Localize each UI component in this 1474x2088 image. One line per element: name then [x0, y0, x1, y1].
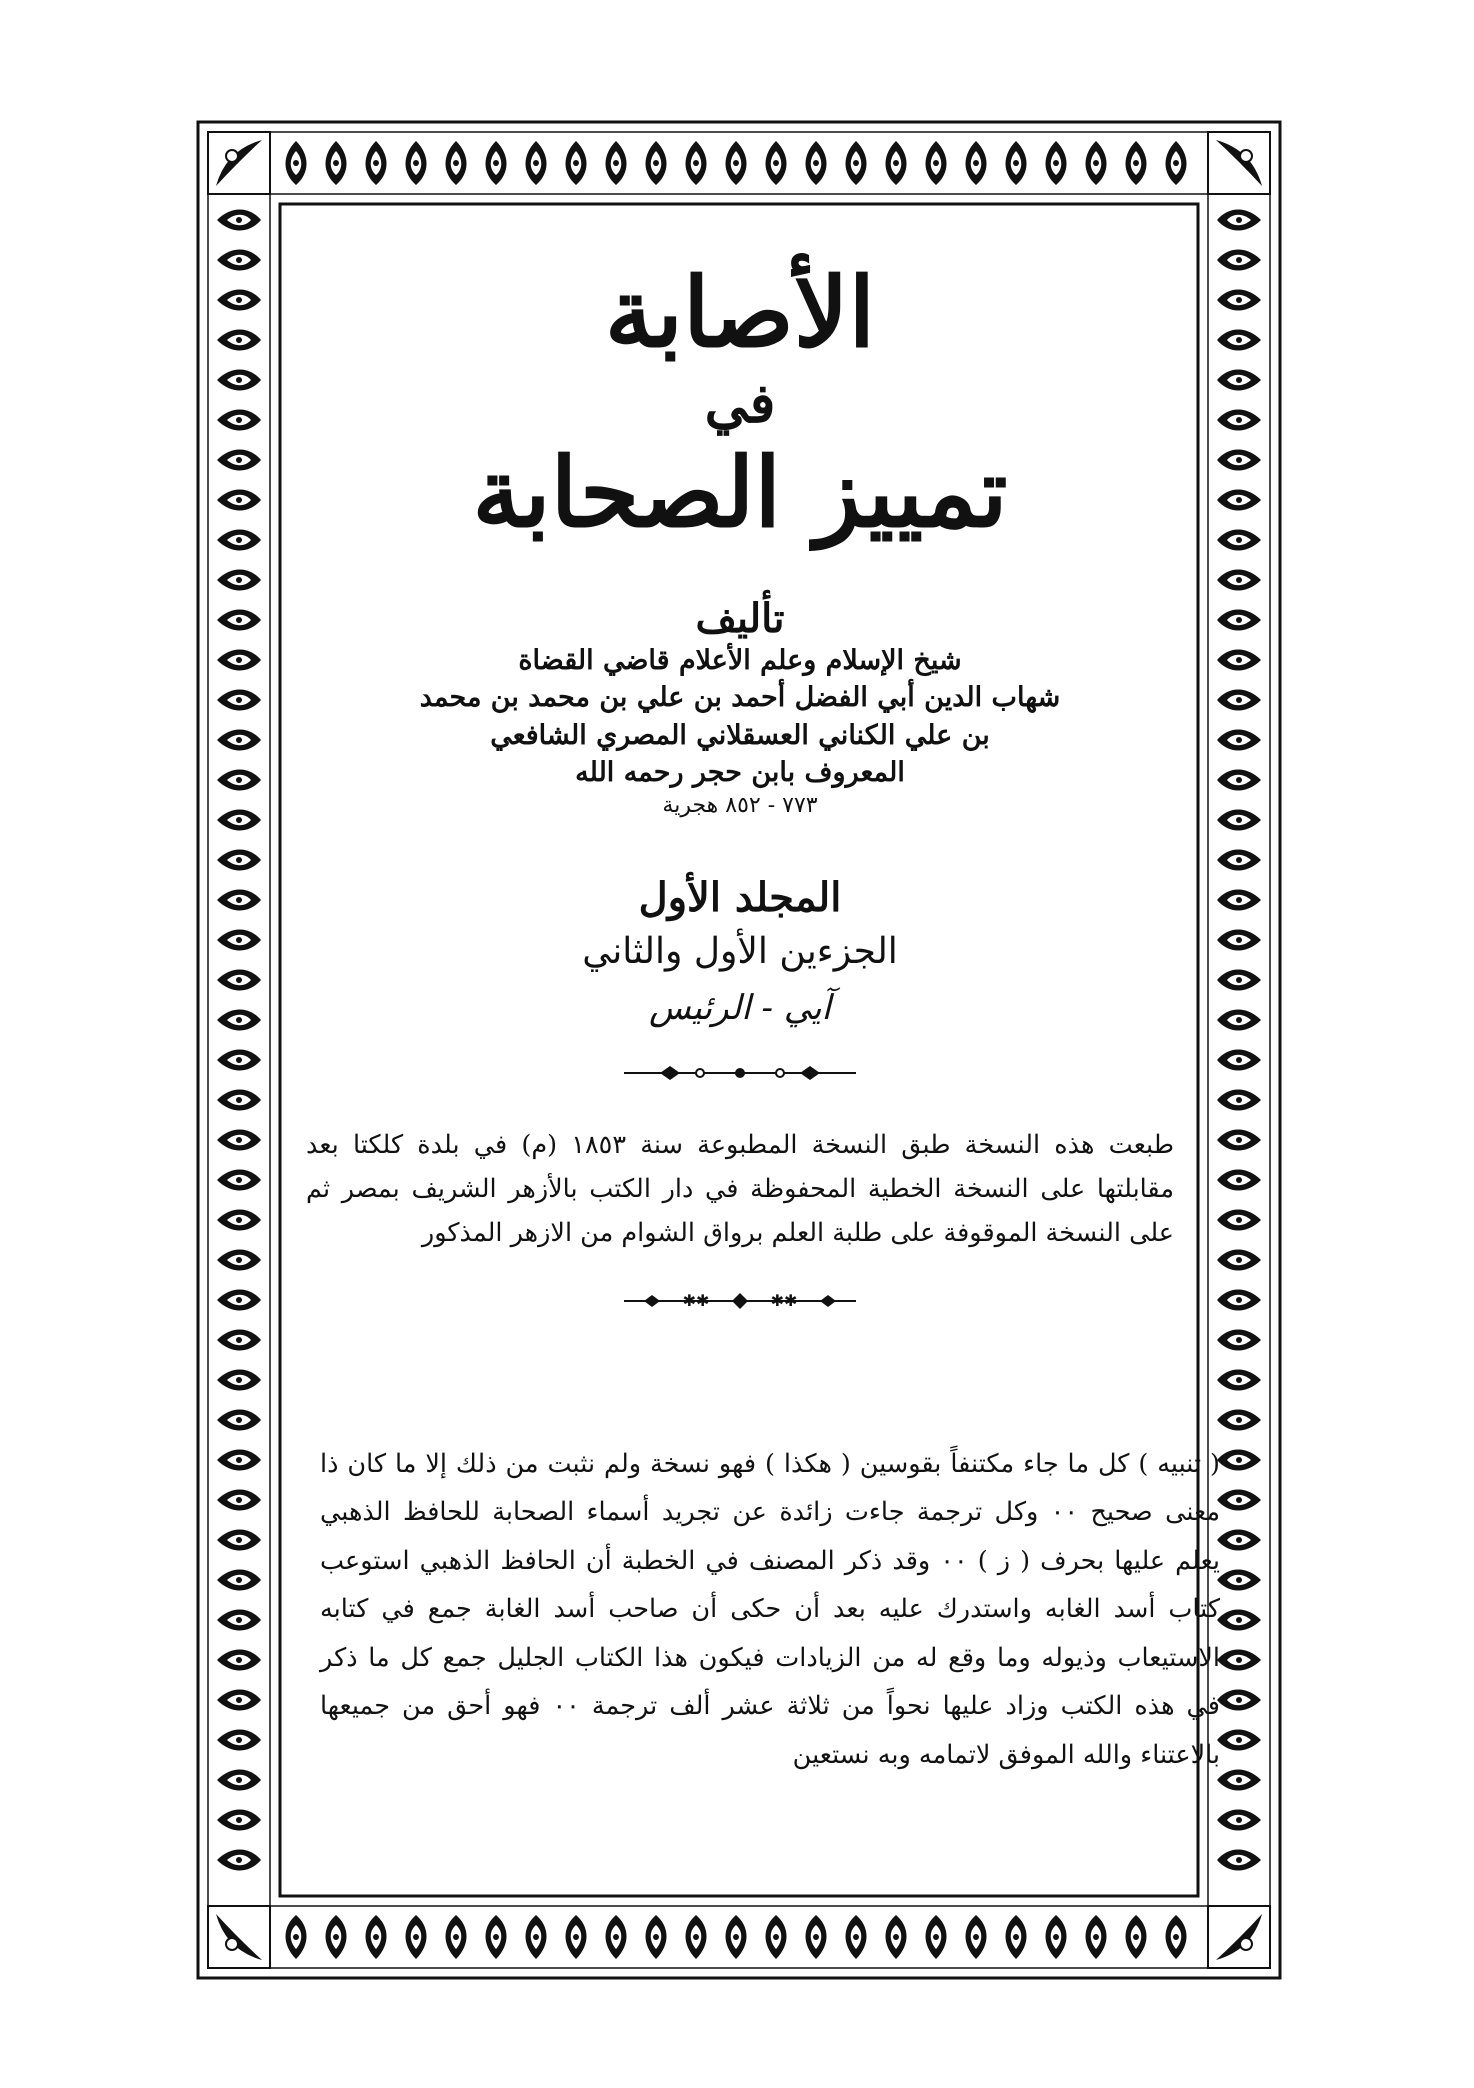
- border-motif: [1217, 1050, 1261, 1071]
- border-motif: [1006, 1915, 1027, 1959]
- border-motif: [1217, 450, 1261, 471]
- border-motif: [217, 330, 261, 351]
- border-motif: [1217, 1090, 1261, 1111]
- border-motif: [1217, 770, 1261, 791]
- border-motif: [1086, 141, 1107, 185]
- border-motif: [217, 210, 261, 231]
- volume-parts: الجزءين الأول والثاني: [582, 931, 898, 973]
- border-motif: [606, 1915, 627, 1959]
- border-motif: [886, 141, 907, 185]
- border-motif: [1217, 290, 1261, 311]
- border-motif: [217, 1570, 261, 1591]
- border-motif: [1217, 1490, 1261, 1511]
- border-motif: [686, 141, 707, 185]
- border-motif: [1217, 1690, 1261, 1711]
- ornamental-divider: [620, 1062, 860, 1084]
- ornamental-divider: [620, 1290, 860, 1312]
- border-motif: [217, 410, 261, 431]
- authored-by-heading: تأليف: [695, 595, 785, 643]
- border-motif: [1217, 1450, 1261, 1471]
- border-motif: [1046, 1915, 1067, 1959]
- border-motif: [1166, 141, 1187, 185]
- edition-note: طبعت هذه النسخة طبق النسخة المطبوعة سنة ١٨٥٣ (م) في بلدة كلكتا بعد مقابلتها على النسخة الخطية المحفوظة في دار الكتب بالأزهر الشريف بمصر ثم على النسخة الموقوفة على طلبة العلم برواق الشوام من الازهر المذكور: [306, 1130, 1174, 1248]
- border-motif: [1217, 970, 1261, 991]
- border-motif: [446, 141, 467, 185]
- border-motif: [217, 1170, 261, 1191]
- border-motif: [446, 1915, 467, 1959]
- floral-corner-ornament: [208, 1906, 270, 1968]
- svg-text:✱✱: ✱✱: [682, 1290, 710, 1310]
- book-title: الأصابة: [604, 256, 876, 369]
- border-motif: [1217, 1530, 1261, 1551]
- border-motif: [366, 141, 387, 185]
- border-motif: [217, 1610, 261, 1631]
- border-motif: [1217, 1650, 1261, 1671]
- border-motif: [726, 1915, 747, 1959]
- border-motif: [217, 1810, 261, 1831]
- border-motif: [1046, 141, 1067, 185]
- border-motif: [1086, 1915, 1107, 1959]
- border-motif: [646, 1915, 667, 1959]
- border-motif: [217, 1290, 261, 1311]
- border-motif: [217, 1690, 261, 1711]
- border-motif: [217, 1090, 261, 1111]
- book-title-connector: في: [704, 370, 776, 435]
- author-line: شهاب الدين أبي الفضل أحمد بن علي بن محمد بن محمد: [419, 682, 1061, 714]
- author-line: المعروف بابن حجر رحمه الله: [575, 756, 905, 788]
- border-motif: [766, 1915, 787, 1959]
- border-motif: [1217, 1170, 1261, 1191]
- border-motif: [646, 141, 667, 185]
- border-motif: [366, 1915, 387, 1959]
- border-motif: [217, 1050, 261, 1071]
- border-motif: [217, 530, 261, 551]
- border-motif: [1217, 1290, 1261, 1311]
- border-motif: [1126, 141, 1147, 185]
- border-motif: [1217, 1570, 1261, 1591]
- volume-label: المجلد الأول: [638, 874, 842, 922]
- border-motif: [566, 1915, 587, 1959]
- border-motif: [1217, 1770, 1261, 1791]
- border-motif: [286, 141, 307, 185]
- border-motif: [1217, 1330, 1261, 1351]
- printer-name: آيي - الرئيس: [649, 988, 831, 1029]
- border-motif: [1217, 1210, 1261, 1231]
- border-motif: [1217, 690, 1261, 711]
- floral-corner-ornament: [1208, 132, 1270, 194]
- border-motif: [217, 810, 261, 831]
- border-motif: [1217, 1130, 1261, 1151]
- border-motif: [217, 930, 261, 951]
- border-motif: [217, 890, 261, 911]
- border-motif: [806, 1915, 827, 1959]
- border-motif: [217, 610, 261, 631]
- border-motif: [1217, 1370, 1261, 1391]
- border-motif: [1217, 330, 1261, 351]
- border-motif: [1126, 1915, 1147, 1959]
- border-motif: [606, 141, 627, 185]
- border-motif: [286, 1915, 307, 1959]
- border-motif: [217, 1730, 261, 1751]
- border-motif: [1217, 530, 1261, 551]
- border-motif: [1217, 370, 1261, 391]
- border-motif: [1217, 1010, 1261, 1031]
- border-motif: [486, 141, 507, 185]
- border-motif: [326, 1915, 347, 1959]
- border-motif: [1217, 930, 1261, 951]
- border-motif: [217, 1450, 261, 1471]
- border-motif: [217, 570, 261, 591]
- author-line: بن علي الكناني العسقلاني المصري الشافعي: [490, 719, 990, 751]
- border-motif: [1217, 1730, 1261, 1751]
- border-motif: [886, 1915, 907, 1959]
- border-motif: [526, 1915, 547, 1959]
- floral-corner-ornament: [208, 132, 270, 194]
- border-motif: [766, 141, 787, 185]
- border-motif: [217, 690, 261, 711]
- border-motif: [217, 1010, 261, 1031]
- border-motif: [217, 1130, 261, 1151]
- floral-corner-ornament: [1208, 1906, 1270, 1968]
- border-motif: [526, 141, 547, 185]
- border-motif: [217, 1210, 261, 1231]
- border-motif: [1217, 650, 1261, 671]
- border-motif: [217, 1650, 261, 1671]
- border-motif: [1217, 1810, 1261, 1831]
- border-motif: [217, 290, 261, 311]
- author-line: شيخ الإسلام وعلم الأعلام قاضي القضاة: [518, 645, 962, 677]
- book-subtitle: تمييز الصحابة: [472, 435, 1008, 549]
- border-motif: [1217, 570, 1261, 591]
- notice-paragraph: ( تنبيه ) كل ما جاء مكتنفاً بقوسين ( هكذا ) فهو نسخة ولم نثبت من ذلك إلا ما كان ذا معنى صحيح ٠٠ وكل ترجمة جاءت زائدة عن تجريد أسماء الصحابة للحافظ الذهبي يعلم عليها بحرف ( ز ) ٠٠ وقد ذكر المصنف في الخطبة أن الحافظ الذهبي استوعب كتاب أسد الغابه واستدرك عليه بعد أن حكى أن صاحب أسد الغابة جمع في كتابه الاستيعاب وذيوله وما وقع له من الزيادات فيكون هذا الكتاب الجليل جمع كل ما ذكر في هذه الكتب وزاد عليها نحواً من ثلاثة عشر ألف ترجمة ٠٠ فهو أحق من جميعها بالاعتناء والله الموفق لاتمامه وبه نستعين: [320, 1449, 1220, 1770]
- border-motif: [1217, 610, 1261, 631]
- border-motif: [926, 141, 947, 185]
- border-motif: [1217, 210, 1261, 231]
- border-motif: [1217, 850, 1261, 871]
- border-motif: [217, 1490, 261, 1511]
- border-motif: [566, 141, 587, 185]
- border-motif: [1217, 1250, 1261, 1271]
- border-motif: [1166, 1915, 1187, 1959]
- border-motif: [217, 450, 261, 471]
- border-motif: [217, 370, 261, 391]
- border-motif: [726, 141, 747, 185]
- border-motif: [1217, 410, 1261, 431]
- border-motif: [1217, 1410, 1261, 1431]
- border-motif: [217, 1530, 261, 1551]
- border-motif: [217, 850, 261, 871]
- border-motif: [966, 141, 987, 185]
- border-motif: [406, 141, 427, 185]
- border-motif: [217, 770, 261, 791]
- border-motif: [217, 730, 261, 751]
- author-years: ٧٧٣ - ٨٥٢ هجرية: [662, 793, 818, 819]
- border-motif: [217, 1370, 261, 1391]
- border-motif: [1217, 1850, 1261, 1871]
- border-motif: [926, 1915, 947, 1959]
- border-motif: [806, 141, 827, 185]
- border-motif: [217, 1850, 261, 1871]
- border-motif: [1217, 810, 1261, 831]
- border-motif: [1217, 890, 1261, 911]
- border-motif: [686, 1915, 707, 1959]
- border-motif: [217, 1330, 261, 1351]
- border-motif: [217, 490, 261, 511]
- border-motif: [486, 1915, 507, 1959]
- border-motif: [846, 141, 867, 185]
- border-motif: [217, 650, 261, 671]
- border-motif: [217, 1770, 261, 1791]
- border-motif: [217, 250, 261, 271]
- svg-text:✱✱: ✱✱: [770, 1290, 798, 1310]
- border-motif: [217, 1250, 261, 1271]
- border-motif: [406, 1915, 427, 1959]
- border-motif: [1217, 250, 1261, 271]
- border-motif: [1217, 1610, 1261, 1631]
- border-motif: [1006, 141, 1027, 185]
- border-motif: [846, 1915, 867, 1959]
- border-motif: [1217, 490, 1261, 511]
- border-motif: [1217, 730, 1261, 751]
- border-motif: [326, 141, 347, 185]
- border-motif: [217, 1410, 261, 1431]
- border-motif: [217, 970, 261, 991]
- border-motif: [966, 1915, 987, 1959]
